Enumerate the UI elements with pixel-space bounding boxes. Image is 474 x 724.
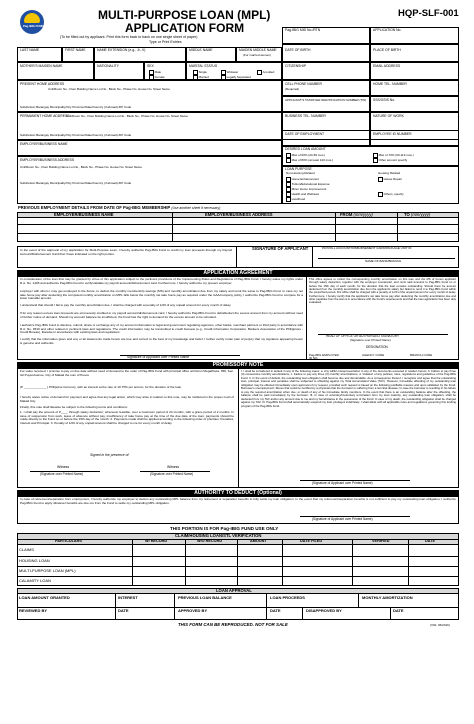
agreement-p3: I understand that should I fail to pay the monthly amortization due, I shall be charged with a penalty of 1/20 of any unpaid amount for every month of delay. [20,303,232,307]
citizenship-field[interactable]: CITIZENSHIP [282,62,370,80]
fund-use-title: THIS PORTION IS FOR Pag-IBIG FUND USE ONLY [170,526,279,531]
others-checkbox[interactable]: Others, specify [378,192,404,197]
previous-loan-balance: PREVIOUS LOAN BALANCE [178,595,232,600]
middle-name-field[interactable]: MIDDLE NAME [186,47,236,62]
agreement-applicant-signature: Signature of Applicant over Printed Name [127,355,190,359]
mothers-maiden-name-field[interactable]: MOTHER'S MAIDEN NAME [17,62,94,80]
promissory-left-1: For value received, I promise to pay on due date without need of demand to the order of Pag-IBIG Fund with principal office at Petron MegaPlaza, 358, Sen. Gil Puyat Avenue, City of Makati the sum of Pesos [20,369,234,377]
previous-employment-title: PREVIOUS EMPLOYMENT DETAILS FROM DATE OF Pag-IBIG MEMBERSHIP (Use another sheet if necessary) [18,205,221,210]
date-of-employment-field[interactable]: DATE OF EMPLOYMENT [282,130,370,146]
loan-purpose-field: LOAN PURPOSE Non-Housing Related Home Enhancement Tuition/Educational Expense Minor Home Improvement Health and Wellness Livelihood Housing Related House Repair Others, specify [282,166,459,204]
business-tel-field[interactable]: BUSINESS TEL. NUMBER [282,112,370,140]
married-checkbox[interactable]: Married [193,75,209,80]
payroll-account-label: PAYROLL ACCOUNT/DISBURSEMENT CARD/PACKAGE UNIT ID [322,246,412,250]
last-name-field[interactable]: LAST NAME [17,47,62,62]
form-version: (V02, 06/2016) [430,623,450,627]
widower-checkbox[interactable]: Widower [221,70,238,75]
desired-loan-amount-field: DESIRED LOAN AMOUNT Max of 60% (24-59 mos.) Max of 80% (at least 120 mos.) Max of 70% (60-119 mos.) Other amount specify [282,146,459,166]
instructions-2: Type or Print Entries [149,40,182,44]
sex-field: SEX Male Female [144,62,186,80]
authority-text: In case of retirement/separation from employment, I hereby authorize my employer to deduct any outstanding MPL balance from my retirement or separation benefits to fully settle my loan obligation. In the event that my retirement/separation benefits is not sufficient to pay my outstanding loan obligation, I authorize Pag-IBIG Fund to apply whatever benefits are due me from the Fund to settle my outstanding MPL obligation. [20,497,456,505]
head-of-office-label: HEAD OF OFFICE OR AUTHORIZED SIGNATORY [326,334,400,338]
title-line-1: MULTI-PURPOSE LOAN (MPL) [98,8,271,22]
col-particulars: PARTICULARS [55,539,82,543]
col-date-filed: DATE FILED [300,539,323,543]
witness-2-sig: (Signature over Printed Name) [150,472,194,476]
logo-text: Pag-IBIG FUND [23,24,44,28]
max80-checkbox[interactable]: Max of 80% (at least 120 mos.) [286,158,333,163]
employer-id-label: Pag-IBIG EMPLOYER ID NO. [309,353,339,360]
name-extension-field[interactable]: NAME EXTENSION (e.g., Jr., II) [94,47,186,62]
sex-female-checkbox[interactable]: Female [149,75,165,80]
col-employer-address: EMPLOYER/BUSINESS ADDRESS [205,212,273,217]
permanent-home-address-field[interactable]: PERMANENT HOME ADDRESS Unit/Room No., Floor Building Name Lot No., Block No., Phase No. House No. Street Name Subdivision Barangay Municipality/City Province/State/Country (if abroad) ZIP Code [17,112,282,140]
col-date: DATE [425,539,436,543]
home-enhancement-checkbox[interactable]: Home Enhancement [286,177,319,182]
promissory-left-4: Finally, this note shall likewise be subject to the following terms and conditions: [20,405,128,409]
date-of-birth-field[interactable]: DATE OF BIRTH [282,44,370,62]
sss-gsis-field[interactable]: SSS/GSIS No. [370,96,459,112]
agreement-p5: I authorize Pag-IBIG Fund to disclose, submit, share or exchange any of my account information to legal and government regulating agencies, other banks, merchant partners or third party in accordance with R.A. No. 9510 and other related or pertinent laws and regulations. The credit information may be transmitted to credit bureaus (e.g., Credit Information Corporation, Bankers Association of the Philippines - Credit Bureau), likewise in accordance with existing laws and regulations. [20,323,303,335]
maiden-middle-name-field[interactable]: MAIDEN MIDDLE NAME (For married women) [236,47,282,62]
disapproved-by: DISAPPROVED BY [306,608,342,613]
approved-by: APPROVED BY [178,608,208,613]
col-employer-name: EMPLOYER/BUSINESS NAME [54,212,114,217]
nationality-field[interactable]: NATIONALITY [94,62,144,80]
witness-2-label: Witness [167,465,180,469]
max60-checkbox[interactable]: Max of 60% (24-59 mos.) [286,153,325,158]
col-with-record: W/ RECORD [145,539,168,543]
row-mpl: MULTI-PURPOSE LOAN (MPL) [19,568,76,573]
employee-id-field[interactable]: EMPLOYEE ID NUMBER [370,130,459,146]
witness-1-label: Witness [57,465,70,469]
application-no-field[interactable]: APPLICATION No. [370,27,459,44]
max70-checkbox[interactable]: Max of 70% (60-119 mos.) [373,153,414,158]
promissory-applicant-signature: (Signature of Applicant over Printed Name) [312,481,373,485]
col-without-record: W/O RECORD [197,539,223,543]
signature-of-applicant-label: SIGNATURE OF APPLICANT [252,246,309,251]
authority-to-deduct-header: AUTHORITY TO DEDUCT (Optional) [17,490,459,496]
branch-code-label: BRANCH CODE [410,353,433,357]
authority-signature: (Signature of Applicant over Printed Name) [312,517,373,521]
loan-amount-granted: LOAN AMOUNT GRANTED [19,595,70,600]
house-repair-checkbox[interactable]: House Repair [378,177,402,182]
verification-title: CLAIM/HOUSING LOAN/STL VERIFICATION [175,533,262,538]
payroll-authorization-text: In the event of the approval of my application for Multi-Purpose Loan, I hereby authorize Pag-IBIG Fund to credit my loan proceeds through my Payroll Account/Disbursement Card that I have indicated on the right portion. [20,248,232,256]
first-name-field[interactable]: FIRST NAME [62,47,94,62]
legally-separated-checkbox[interactable]: Legally Separated [221,75,251,80]
mid-no-field[interactable]: Pag-IBIG MID No./RTN [282,27,370,44]
reviewed-by: REVIEWED BY [19,608,48,613]
col-amount: AMOUNT [250,539,267,543]
employer-name-field[interactable]: EMPLOYER/BUSINESS NAME [17,140,282,156]
reviewed-date: DATE [118,608,129,613]
row-calamity-loan: CALAMITY LOAN [19,578,51,583]
cell-phone-field[interactable]: CELL PHONE NUMBER (Required) [282,80,370,96]
present-home-address-field[interactable]: PRESENT HOME ADDRESS Unit/Room No., Floor Building Name Lot No., Block No., Phase No. House No. Street Name Subdivision Barangay Municipality/City Province/State/Country (if abroad) ZIP Code [17,80,282,112]
bank-branch-label: NAME OF BANK/BRANCH [365,259,402,263]
loan-approval-title: LOAN APPROVAL [216,588,252,593]
disapproved-date: DATE [393,608,404,613]
footer-note: THIS FORM CAN BE REPRODUCED. NOT FOR SALE [178,622,288,627]
promissory-left-2: (P _____________ ) Philippine Currency, with an interest at the rate of 10.75% per annum, for the duration of the loan. [20,385,183,389]
instructions-1: (To be filled out by applicant. Print this form back to back on one single sheet of paper) [60,35,198,39]
interest-label: INTEREST [118,595,138,600]
agreement-p2: employer with whom I may get employed in the future, to deduct the monthly membership savings (MS) and monthly amortization due from my salary and remit the same to Pag-IBIG Fund. In case my net take home pay after deducting the computed monthly amortization on MPL falls below the monthly net take home pay as required under the GAA/company policy, I authorize Pag-IBIG Fund to compute for a lower loanable amount. [20,289,303,301]
promissory-note-header: PROMISSORY NOTE [17,362,459,368]
approved-date: DATE [270,608,281,613]
minor-improvement-checkbox[interactable]: Minor Home Improvement [286,187,326,192]
place-of-birth-field[interactable]: PLACE OF BIRTH [370,44,459,62]
employer-certification-text: This office agrees to collect the corresponding monthly amortization on this loan and the MS of herein applicant through salary deduction, together with the employer counterpart, and remit said amounts to Pag-IBIG Fund on or before the 15th day of each month, for the duration that the loan remains outstanding. Should there be amount deducted from the monthly amortization due from the applicant's salary but failed to remit it to Pag-IBIG Fund within the prescribed period, this office shall be charged with a penalty of 1/20 of the unpaid amount for every month of delay. Furthermore, I hereby certify that the applicant's net take home pay after deducting the monthly amortization due and other payables from the loan is in accordance with the Fund's requirements and that the loan application has been duly evaluated. [309,277,456,305]
agreement-p6: I certify that the information given and any or all statements made herein are true and correct to the best of my knowledge and belief. I further certify under pain of perjury that my signature appearing herein is genuine and authentic. [20,337,303,345]
form-code: HQP-SLF-001 [398,8,459,19]
health-checkbox[interactable]: Health and Wellness [286,192,319,197]
promissory-left-3: I hereby waive notice of demand for payment and agree that any legal action, which may arise in relation to this note, may be instituted in the proper court of Makati City. [20,395,234,403]
other-amount-checkbox[interactable]: Other amount specify [373,158,407,163]
designation-label: DESIGNATION [366,345,388,349]
employer-address-field[interactable]: EMPLOYER/BUSINESS ADDRESS Unit/Room No., Floor Building Name Lot No., Block No., Phase No. House No. Street Name Subdivision Barangay Municipality/City Province/State/Country (if abroad) ZIP Code [17,156,282,204]
col-from: FROM (mm/yyyy) [340,212,373,217]
home-tel-field[interactable]: HOME TEL. NUMBER [370,80,459,96]
col-verified: VERIFIED [372,539,390,543]
sex-male-checkbox[interactable]: Male [149,70,161,75]
tuition-checkbox[interactable]: Tuition/Educational Expense [286,182,330,187]
head-sig-label: (Signature over Printed Name) [350,338,391,342]
agreement-p4: If for any reason excess loan proceeds are erroneously credited to my payroll account/disbursement card, I hereby authorize Pag-IBIG Fund to debit/deduct the excess amount from my account without need of further notice of demand. Should my account balance be insufficient, the Fund has the right to demand for the excess amount to be refunded. [20,311,303,319]
row-housing-loan: HOUSING LOAN [19,558,50,563]
witness-1-sig: (Signature over Printed Name) [40,472,84,476]
signed-presence-label: Signed in the presence of: [90,453,130,457]
tin-field[interactable]: APPLICANT'S TAXPAYER IDENTIFICATION NUMBER (TIN) [282,96,370,112]
row-claims: CLAIMS [19,547,34,552]
email-field[interactable]: EMAIL ADDRESS [370,62,459,80]
col-to: TO (mm/yyyy) [404,212,431,217]
livelihood-checkbox[interactable]: Livelihood [286,197,305,202]
monthly-amortization: MONTHLY AMORTIZATION [362,595,413,600]
nature-of-work-field[interactable]: NATURE OF WORK [370,112,459,140]
application-agreement-header: APPLICATION AGREEMENT [17,270,459,276]
single-checkbox[interactable]: Single [193,70,207,75]
annulled-checkbox[interactable]: Annulled [257,70,274,75]
agreement-p1: In consideration of the loan that may be granted by virtue of this application subject to the pertinent provisions of the Implementing Rules and Regulations of Pag-IBIG Fund, I hereby waive my rights under R.A. No. 1405 and authorize Pag-IBIG Fund to verify/validate my payroll account/disbursement card. Furthermore, I hereby authorize my present employer [20,277,303,285]
agency-code-label: AGENCY CODE [362,353,385,357]
marital-status-field: MARITAL STATUS Single Married Widower Legally Separated Annulled [186,62,282,80]
loan-proceeds: LOAN PROCEEDS [270,595,305,600]
promissory-right-text: I. I shall be considered in default in any of the following cases: a. Any willful misrepresentation in any of the documents executed in relation hereto; b. Failure to pay three (3) consecutive monthly amortizations; c. Failure to pay any three (3) monthly amortizations; d. Violation of any policies, rules, regulations and guidelines of the Pag-IBIG Fund. II. In the event of default, the outstanding loan obligation shall become due and demandable. As a consequence thereof, I recognize and agree that the outstanding loan, principal, interest and penalties shall be subjected to offsetting against my Total Accumulated Value (TAV). However, immediate offsetting of my outstanding loan obligation may be effected immediately upon approval of my request, provided such request is based on the following justifiable reasons and upon validation by the Fund: Borrower's unemployment; Illness that could be certified by a physician that the borrower is suffering from a terminal disease; In case the borrower is resulting in his failure to pay the required amortization when due; or death of any of his immediate family members. In the event that there is an outstanding balance after the offsetting, the balance shall be paid immediately by the borrower. III. In case of voluntary/involuntary termination from my loan maturity, any outstanding loan obligation, shall be deducted from my TAV and/or any amount due to me and my beneficiaries in the possession of the Fund. In case of my death, the outstanding obligation shall be charged against my TAV. IV. Pag-IBIG Fund shall automatically suspend my loan privileges indefinitely. I shall abide with all applicable rules and regulations governing this lending program of the Pag-IBIG Fund. [241,369,456,408]
title-line-2: APPLICATION FORM [125,21,245,35]
promissory-conditions: 1. I shall pay the amount of P____ through salary deduction; whenever feasible, over a maximum period of 24 months, with a grace period of 2 months. In case of suspension from work, leave of absence without pay, insufficiency of take home pay at the time of the due date of the loan, payments should be made directly to the Fund on or before the 15th day of the month. 2. Payments made shall be applied according to the following order of priorities: Penalties, Interest and Principal. 3. Penalty of 1/20 of any unpaid amount shall be charged to me for every month of delay. [20,410,234,426]
